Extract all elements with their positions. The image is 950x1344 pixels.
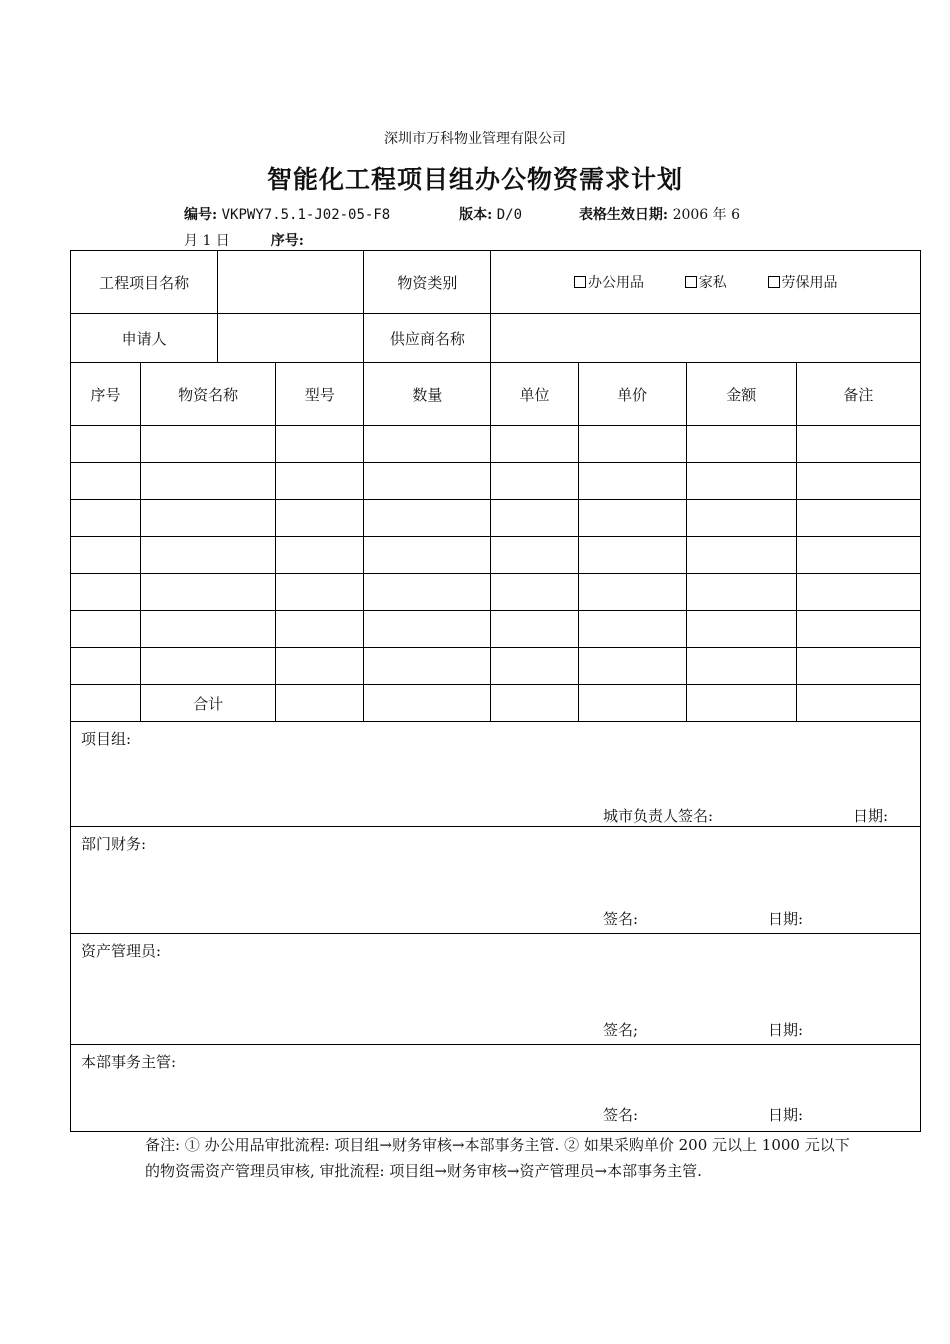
version-label: 版本:	[459, 207, 493, 223]
table-cell[interactable]	[141, 574, 276, 611]
applicant-label: 申请人	[71, 314, 218, 363]
col-quantity: 数量	[364, 363, 491, 426]
table-cell[interactable]	[71, 611, 141, 648]
head-label: 本部事务主管:	[81, 1053, 177, 1071]
table-cell[interactable]	[71, 574, 141, 611]
table-cell[interactable]	[491, 574, 578, 611]
table-cell[interactable]	[491, 463, 578, 500]
table-cell[interactable]	[276, 500, 364, 537]
table-cell[interactable]	[796, 574, 920, 611]
table-cell[interactable]	[686, 611, 796, 648]
request-form-table	[70, 250, 921, 1132]
col-model: 型号	[276, 363, 364, 426]
col-unit: 单位	[491, 363, 578, 426]
table-cell[interactable]	[686, 574, 796, 611]
approval-head	[71, 1045, 921, 1132]
table-row	[71, 537, 921, 574]
table-cell[interactable]	[578, 574, 686, 611]
table-cell[interactable]	[364, 611, 491, 648]
table-cell[interactable]	[578, 685, 686, 722]
table-cell[interactable]	[491, 648, 578, 685]
project-name-label: 工程项目名称	[71, 251, 218, 314]
table-row	[71, 500, 921, 537]
table-cell[interactable]	[686, 500, 796, 537]
table-row	[71, 648, 921, 685]
table-cell[interactable]	[276, 537, 364, 574]
table-cell[interactable]	[796, 426, 920, 463]
table-row	[71, 426, 921, 463]
project-group-label: 项目组:	[81, 730, 132, 748]
table-cell[interactable]	[364, 574, 491, 611]
table-cell[interactable]	[796, 611, 920, 648]
table-cell[interactable]	[276, 685, 364, 722]
supplier-label: 供应商名称	[364, 314, 491, 363]
date-label: 日期:	[768, 1106, 804, 1124]
table-cell[interactable]	[686, 426, 796, 463]
col-unit-price: 单价	[578, 363, 686, 426]
page-title: 智能化工程项目组办公物资需求计划	[266, 165, 683, 194]
approval-asset-manager	[71, 934, 921, 1045]
supplier-field[interactable]	[491, 314, 921, 363]
approval-finance	[71, 827, 921, 934]
table-cell[interactable]	[491, 537, 578, 574]
table-row	[71, 611, 921, 648]
table-cell[interactable]	[364, 463, 491, 500]
table-cell[interactable]	[686, 463, 796, 500]
table-cell[interactable]	[796, 463, 920, 500]
table-cell[interactable]	[364, 648, 491, 685]
table-cell[interactable]	[364, 537, 491, 574]
table-cell[interactable]	[578, 537, 686, 574]
sign-label: 签名:	[603, 910, 639, 928]
table-cell[interactable]	[276, 463, 364, 500]
checkbox-icon[interactable]	[685, 276, 697, 288]
table-cell[interactable]	[141, 537, 276, 574]
approval-project-group	[71, 722, 921, 827]
project-name-field[interactable]	[218, 251, 364, 314]
table-cell[interactable]	[141, 648, 276, 685]
table-cell[interactable]	[141, 426, 276, 463]
finance-label: 部门财务:	[81, 835, 147, 853]
company-name: 深圳市万科物业管理有限公司	[384, 131, 566, 147]
city-sign-label: 城市负责人签名:	[603, 807, 714, 825]
table-cell[interactable]	[364, 500, 491, 537]
table-cell[interactable]	[141, 500, 276, 537]
table-cell[interactable]	[578, 611, 686, 648]
table-cell[interactable]	[686, 537, 796, 574]
serial-label: 序号:	[270, 233, 304, 249]
table-cell[interactable]	[491, 685, 578, 722]
table-cell[interactable]	[276, 574, 364, 611]
table-cell[interactable]	[364, 685, 491, 722]
table-cell[interactable]	[276, 648, 364, 685]
table-cell[interactable]	[141, 611, 276, 648]
approval-project-group-area[interactable]	[71, 722, 921, 827]
effective-date-value: 2006 年 6	[672, 207, 740, 223]
footer-note: 备注: ① 办公用品审批流程: 项目组→财务审核→本部事务主管. ② 如果采购单价 200 元以上 1000 元以下的物资需资产管理员审核, 审批流程: 项目组→财务审核→资产管理员→本部事务主管.	[145, 1136, 850, 1180]
table-cell[interactable]	[796, 648, 920, 685]
sign-label: 签名:	[603, 1106, 639, 1124]
table-cell[interactable]	[796, 500, 920, 537]
col-serial: 序号	[71, 363, 141, 426]
table-cell[interactable]	[71, 648, 141, 685]
column-header-row	[71, 363, 921, 426]
material-type-label: 物资类别	[364, 251, 491, 314]
form-meta-line-1	[184, 204, 740, 224]
asset-manager-label: 资产管理员:	[81, 942, 162, 960]
date-label: 日期:	[853, 807, 889, 825]
sign-label: 签名;	[603, 1021, 639, 1039]
approval-head-area[interactable]	[71, 1045, 921, 1132]
table-cell[interactable]	[364, 426, 491, 463]
col-item-name: 物资名称	[141, 363, 276, 426]
option-office-supplies[interactable]: 办公用品	[574, 272, 644, 292]
form-meta-line-2	[184, 230, 304, 250]
table-cell[interactable]	[491, 426, 578, 463]
col-remark: 备注	[796, 363, 920, 426]
date-label: 日期:	[768, 1021, 804, 1039]
col-amount: 金额	[686, 363, 796, 426]
material-type-options	[491, 251, 921, 314]
approval-asset-area[interactable]	[71, 934, 921, 1045]
table-row	[71, 574, 921, 611]
effective-date-label: 表格生效日期:	[578, 207, 669, 223]
applicant-field[interactable]	[218, 314, 364, 363]
table-cell[interactable]	[578, 463, 686, 500]
approval-finance-area[interactable]	[71, 827, 921, 934]
table-cell[interactable]	[141, 463, 276, 500]
table-cell[interactable]	[578, 426, 686, 463]
total-row	[71, 685, 921, 722]
table-cell[interactable]	[71, 685, 141, 722]
table-row	[71, 463, 921, 500]
table-cell[interactable]	[796, 685, 920, 722]
header-row-1	[71, 251, 921, 314]
option-furniture[interactable]: 家私	[685, 272, 727, 292]
effective-date-value-cont: 月 1 日	[184, 233, 230, 249]
total-label: 合计	[141, 685, 276, 722]
checkbox-icon[interactable]	[574, 276, 586, 288]
table-cell[interactable]	[71, 537, 141, 574]
table-cell[interactable]	[71, 426, 141, 463]
header-row-2	[71, 314, 921, 363]
date-label: 日期:	[768, 910, 804, 928]
table-cell[interactable]	[276, 611, 364, 648]
table-cell[interactable]	[686, 685, 796, 722]
table-cell[interactable]	[71, 500, 141, 537]
code-value: VKPWY7.5.1-J02-05-F8	[221, 207, 391, 223]
table-cell[interactable]	[686, 648, 796, 685]
table-cell[interactable]	[578, 648, 686, 685]
code-label: 编号:	[184, 207, 218, 223]
checkbox-icon[interactable]	[768, 276, 780, 288]
table-cell[interactable]	[276, 426, 364, 463]
table-cell[interactable]	[796, 537, 920, 574]
table-cell[interactable]	[578, 500, 686, 537]
table-cell[interactable]	[491, 611, 578, 648]
version-value: D/0	[496, 207, 523, 223]
option-labor-protection[interactable]: 劳保用品	[768, 272, 838, 292]
table-cell[interactable]	[491, 500, 578, 537]
table-cell[interactable]	[71, 463, 141, 500]
